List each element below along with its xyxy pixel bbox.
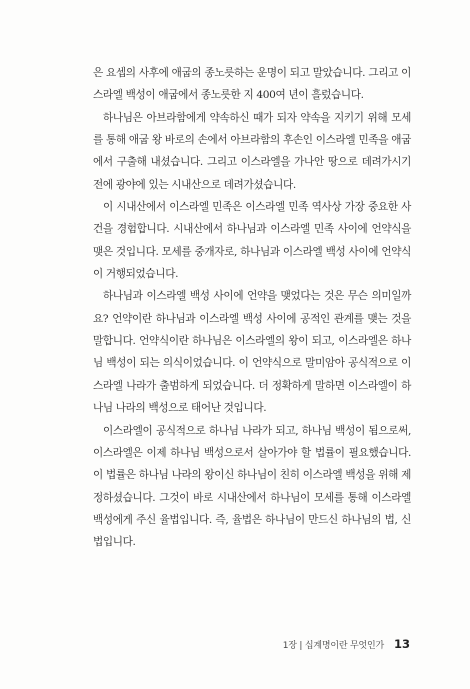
paragraph-2: 하나님은 아브라함에게 약속하신 때가 되자 약속을 지키기 위해 모세를 통해 애굽 왕 바로의 손에서 아브라함의 후손인 이스라엘 민족을 애굽에서 구출해 내셨습니다. 그리고 이스라엘을 가나안 땅으로 데려가시기 전에 광야에 있는 시내산으로 데려가셨습니다. (93, 111, 411, 191)
paragraph-1: 은 요셉의 사후에 애굽의 종노릇하는 운명이 되고 말았습니다. 그리고 이스라엘 백성이 애굽에서 종노릇한 지 400여 년이 흘렀습니다. (93, 67, 411, 102)
running-head: 1장 | 십계명이란 무엇인가 (282, 641, 384, 651)
page-footer (283, 637, 410, 651)
paragraph-3: 이 시내산에서 이스라엘 민족은 이스라엘 민족 역사상 가장 중요한 사건을 경험합니다. 시내산에서 하나님과 이스라엘 민족 사이에 언약식을 맺은 것입니다. 모세를 중개자로, 하나님과 이스라엘 백성 사이에 언약식이 거행되었습니다. (93, 201, 411, 281)
body-text (93, 62, 411, 554)
paragraph-4: 하나님과 이스라엘 백성 사이에 언약을 맺었다는 것은 무슨 의미일까요? 언약이란 하나님과 이스라엘 백성 사이에 공적인 관계를 맺는 것을 말합니다. 언약식이란 하나님은 이스라엘의 왕이 되고, 이스라엘은 하나님 백성이 되는 의식이었습니다. 이 언약식으로 말미암아 공식적으로 이스라엘 나라가 출범하게 되었습니다. 더 정확하게 말하면 이스라엘이 하나님 나라의 백성으로 태어난 것입니다. (93, 290, 411, 415)
page-number: 13 (393, 637, 410, 651)
paragraph-5: 이스라엘이 공식적으로 하나님 나라가 되고, 하나님 백성이 됨으로써, 이스라엘은 이제 하나님 백성으로서 살아가야 할 법률이 필요했습니다. 이 법률은 하나님 나라의 왕이신 하나님이 친히 이스라엘 백성을 위해 제정하셨습니다. 그것이 바로 시내산에서 하나님이 모세를 통해 이스라엘 백성에게 주신 율법입니다. 즉, 율법은 하나님이 만드신 하나님의 법, 신법입니다. (93, 424, 411, 549)
